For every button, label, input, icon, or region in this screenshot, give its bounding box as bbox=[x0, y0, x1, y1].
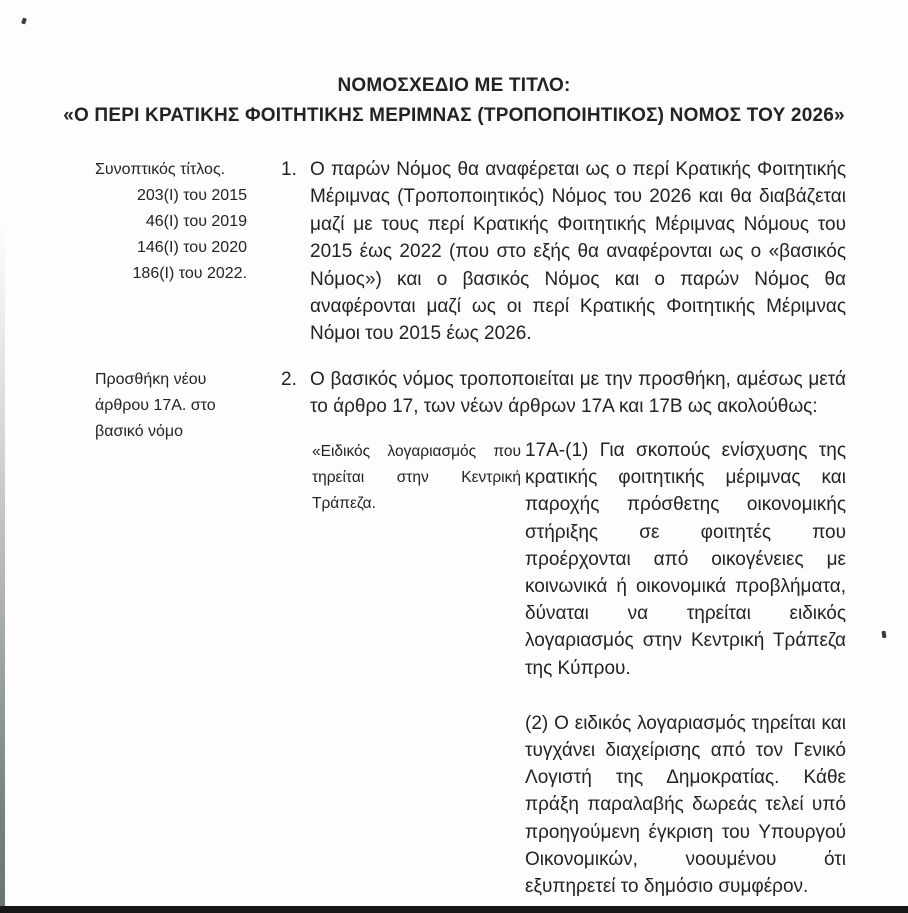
margin-note-new-article bbox=[95, 367, 270, 445]
margin-note-label: Συνοπτικός τίτλος. bbox=[95, 161, 226, 178]
title-line-1: ΝΟΜΟΣΧΕΔΙΟ ΜΕ ΤΙΤΛΟ: bbox=[337, 75, 571, 96]
title-line-2: «Ο ΠΕΡΙ ΚΡΑΤΙΚΗΣ ΦΟΙΤΗΤΙΚΗΣ ΜΕΡΙΜΝΑΣ (ΤΡΟΠΟΠΟΙΗΤΙΚΟΣ) ΝΟΜΟΣ ΤΟΥ 2026» bbox=[63, 105, 845, 126]
law-reference: 186(Ι) του 2022. bbox=[132, 265, 247, 282]
article-17a-paragraph-1: 17Α-(1) Για σκοπούς ενίσχυσης της κρατικής φοιτητικής μέριμνας και παροχής πρόσθετης οικονομικής στήριξης σε φοιτητές που προέρχονται από οικογένειες με κοινωνικά ή οικονομικά προβλήματα, δύναται να τηρείται ειδικός λογαριασμός στην Κεντρική Τράπεζα της Κύπρου. bbox=[525, 440, 846, 679]
margin-note-special-account: «Ειδικός λογαριασμός που τηρείται στην Κεντρική Τράπεζα. bbox=[312, 443, 521, 512]
section-2-text: Ο βασικός νόμος τροποποιείται με την προσθήκη, αμέσως μετά το άρθρο 17, των νέων άρθρων 17Α και 17Β ως ακολούθως: bbox=[310, 369, 846, 418]
scan-edge-shadow bbox=[0, 225, 5, 907]
margin-note-short-title bbox=[95, 157, 247, 287]
law-reference: 46(Ι) του 2019 bbox=[145, 213, 247, 230]
scan-speck-icon bbox=[21, 17, 27, 24]
margin-note-line: Προσθήκη νέου bbox=[95, 371, 207, 388]
section-1-text: Ο παρών Νόμος θα αναφέρεται ως ο περί Κρατικής Φοιτητικής Μέριμνας (Τροποποιητικός) Νόμος του 2026 και θα διαβάζεται μαζί με τους περί Κρατικής Φοιτητικής Μέριμνας Νόμους του 2015 έως 2022 (που στο εξής θα αναφέρονται ως ο «βασικός Νόμος») και ο βασικός Νόμος και ο παρών Νόμος θα αναφέρονται μαζί ως οι περί Κρατικής Φοιτητικής Μέριμνας Νόμοι του 2015 έως 2026. bbox=[310, 159, 846, 345]
law-reference: 146(Ι) του 2020 bbox=[136, 239, 247, 256]
section-2-number: 2. bbox=[281, 369, 297, 390]
margin-note-line: βασικό νόμο bbox=[95, 423, 184, 440]
scan-speck-icon bbox=[882, 631, 887, 638]
article-17a-text bbox=[525, 437, 846, 900]
section-1-number: 1. bbox=[281, 159, 297, 180]
document-title bbox=[0, 71, 908, 131]
scan-bottom-edge bbox=[0, 906, 908, 913]
law-reference: 203(Ι) του 2015 bbox=[136, 187, 247, 204]
article-17a-paragraph-2: (2) Ο ειδικός λογαριασμός τηρείται και τυγχάνει διαχείρισης από τον Γενικό Λογιστή της Δημοκρατίας. Κάθε πράξη παραλαβής δωρεάς τελεί υπό προηγούμενη έγκριση του Υπουργού Οικονομικών, νοουμένου ότι εξυπηρετεί το δημόσιο συμφέρον. bbox=[525, 712, 846, 898]
margin-note-line: άρθρου 17Α. στο bbox=[95, 397, 216, 414]
